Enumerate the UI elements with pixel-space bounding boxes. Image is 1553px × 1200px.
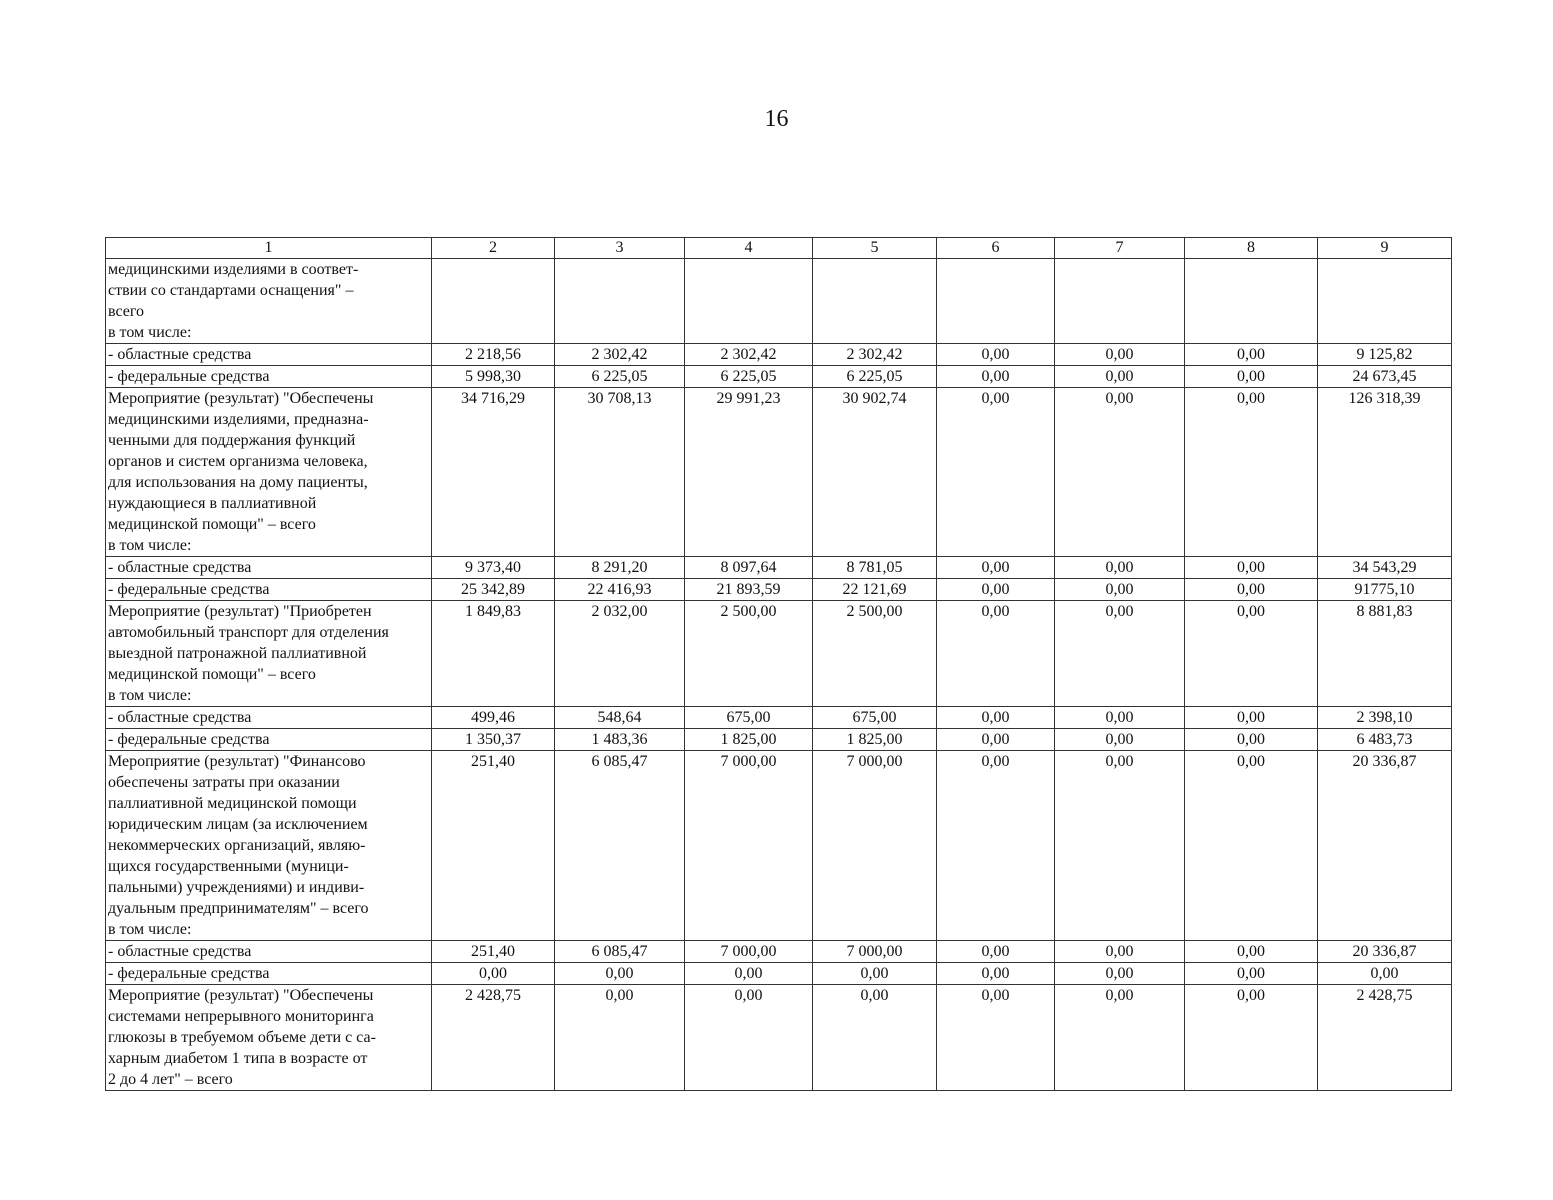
column-header-9: 9 xyxy=(1318,238,1452,259)
value-cell-col-5: 8 781,05 xyxy=(813,557,937,579)
row-label-line: - областные средства xyxy=(108,346,252,363)
value-cell-col-7: 0,00 xyxy=(1055,601,1185,707)
row-label xyxy=(106,985,432,1091)
value-cell-col-6: 0,00 xyxy=(937,963,1055,985)
value-cell-col-8: 0,00 xyxy=(1185,366,1318,388)
table-row xyxy=(106,751,1452,941)
row-label-line: медицинскими изделиями, предназна- xyxy=(108,411,369,428)
value-cell-col-3: 1 483,36 xyxy=(555,729,685,751)
value-cell-col-6: 0,00 xyxy=(937,985,1055,1091)
value-cell-col-8: 0,00 xyxy=(1185,963,1318,985)
value-cell-col-9: 91775,10 xyxy=(1318,579,1452,601)
value-cell-col-5: 0,00 xyxy=(813,963,937,985)
value-cell-col-2: 34 716,29 xyxy=(432,388,555,557)
value-cell-col-6: 0,00 xyxy=(937,941,1055,963)
value-cell-col-2: 1 350,37 xyxy=(432,729,555,751)
row-label-line: в том числе: xyxy=(108,921,192,938)
value-cell-col-6: 0,00 xyxy=(937,557,1055,579)
value-cell-col-6: 0,00 xyxy=(937,601,1055,707)
value-cell-col-6: 0,00 xyxy=(937,729,1055,751)
value-cell-col-7: 0,00 xyxy=(1055,707,1185,729)
row-label xyxy=(106,707,432,729)
value-cell-col-2: 499,46 xyxy=(432,707,555,729)
row-label-line: глюкозы в требуемом объеме дети с са- xyxy=(108,1029,376,1046)
value-cell-col-2: 1 849,83 xyxy=(432,601,555,707)
value-cell-col-7: 0,00 xyxy=(1055,941,1185,963)
row-label-line: медицинскими изделиями в соответ- xyxy=(108,261,359,278)
column-header-6: 6 xyxy=(937,238,1055,259)
table-row xyxy=(106,601,1452,707)
value-cell-col-9: 0,00 xyxy=(1318,963,1452,985)
value-cell-col-4: 0,00 xyxy=(685,985,813,1091)
value-cell-col-3: 8 291,20 xyxy=(555,557,685,579)
value-cell-col-8: 0,00 xyxy=(1185,729,1318,751)
row-label-line: пальными) учреждениями) и индиви- xyxy=(108,879,365,896)
value-cell-col-3: 30 708,13 xyxy=(555,388,685,557)
page-number: 16 xyxy=(764,106,789,132)
value-cell-col-4: 2 302,42 xyxy=(685,344,813,366)
row-label xyxy=(106,601,432,707)
value-cell-col-2: 2 428,75 xyxy=(432,985,555,1091)
value-cell-col-9: 2 428,75 xyxy=(1318,985,1452,1091)
row-label-line: выездной патронажной паллиативной xyxy=(108,645,367,662)
row-label-line: Мероприятие (результат) "Финансово xyxy=(108,753,366,770)
value-cell-col-4: 29 991,23 xyxy=(685,388,813,557)
value-cell-col-2: 251,40 xyxy=(432,751,555,941)
table-row xyxy=(106,941,1452,963)
value-cell-col-6: 0,00 xyxy=(937,366,1055,388)
value-cell-col-7: 0,00 xyxy=(1055,729,1185,751)
value-cell-col-5: 7 000,00 xyxy=(813,941,937,963)
value-cell-col-4: 8 097,64 xyxy=(685,557,813,579)
row-label-line: ствии со стандартами оснащения" – xyxy=(108,282,354,299)
value-cell-col-8: 0,00 xyxy=(1185,601,1318,707)
value-cell-col-6: 0,00 xyxy=(937,579,1055,601)
value-cell-col-7: 0,00 xyxy=(1055,579,1185,601)
column-header-1: 1 xyxy=(106,238,432,259)
value-cell-col-3: 2 302,42 xyxy=(555,344,685,366)
row-label-line: Мероприятие (результат) "Обеспечены xyxy=(108,987,374,1004)
row-label-line: - федеральные средства xyxy=(108,731,270,748)
value-cell-col-4: 7 000,00 xyxy=(685,751,813,941)
value-cell-col-6: 0,00 xyxy=(937,751,1055,941)
row-label-line: - федеральные средства xyxy=(108,581,270,598)
value-cell-col-4: 0,00 xyxy=(685,963,813,985)
row-label-line: некоммерческих организаций, являю- xyxy=(108,837,366,854)
value-cell-col-8: 0,00 xyxy=(1185,557,1318,579)
value-cell-col-3: 22 416,93 xyxy=(555,579,685,601)
budget-table xyxy=(105,237,1452,1091)
row-label-line: медицинской помощи" – всего xyxy=(108,666,316,683)
value-cell-col-9 xyxy=(1318,259,1452,344)
value-cell-col-2 xyxy=(432,259,555,344)
table-row xyxy=(106,388,1452,557)
table-row xyxy=(106,579,1452,601)
row-label-line: харным диабетом 1 типа в возрасте от xyxy=(108,1050,368,1067)
row-label-line: в том числе: xyxy=(108,537,192,554)
column-header-5: 5 xyxy=(813,238,937,259)
row-label xyxy=(106,579,432,601)
row-label-line: медицинской помощи" – всего xyxy=(108,516,316,533)
value-cell-col-8: 0,00 xyxy=(1185,985,1318,1091)
row-label-line: системами непрерывного мониторинга xyxy=(108,1008,374,1025)
row-label-line: органов и систем организма человека, xyxy=(108,453,368,470)
value-cell-col-3: 6 085,47 xyxy=(555,751,685,941)
row-label-line: щихся государственными (муници- xyxy=(108,858,349,875)
row-label xyxy=(106,344,432,366)
row-label xyxy=(106,388,432,557)
value-cell-col-3: 0,00 xyxy=(555,963,685,985)
value-cell-col-5: 2 302,42 xyxy=(813,344,937,366)
value-cell-col-6 xyxy=(937,259,1055,344)
row-label-line: всего xyxy=(108,303,145,320)
value-cell-col-7: 0,00 xyxy=(1055,751,1185,941)
value-cell-col-3: 6 225,05 xyxy=(555,366,685,388)
value-cell-col-5: 1 825,00 xyxy=(813,729,937,751)
value-cell-col-5: 0,00 xyxy=(813,985,937,1091)
value-cell-col-3: 2 032,00 xyxy=(555,601,685,707)
value-cell-col-9: 126 318,39 xyxy=(1318,388,1452,557)
row-label-line: паллиативной медицинской помощи xyxy=(108,795,357,812)
table-row xyxy=(106,557,1452,579)
value-cell-col-2: 0,00 xyxy=(432,963,555,985)
row-label-line: - областные средства xyxy=(108,559,252,576)
value-cell-col-7: 0,00 xyxy=(1055,985,1185,1091)
value-cell-col-7: 0,00 xyxy=(1055,344,1185,366)
value-cell-col-3 xyxy=(555,259,685,344)
value-cell-col-5: 6 225,05 xyxy=(813,366,937,388)
value-cell-col-2: 9 373,40 xyxy=(432,557,555,579)
column-header-3: 3 xyxy=(555,238,685,259)
row-label xyxy=(106,941,432,963)
row-label xyxy=(106,751,432,941)
value-cell-col-9: 24 673,45 xyxy=(1318,366,1452,388)
row-label-line: - федеральные средства xyxy=(108,965,270,982)
value-cell-col-8 xyxy=(1185,259,1318,344)
value-cell-col-4: 2 500,00 xyxy=(685,601,813,707)
value-cell-col-9: 34 543,29 xyxy=(1318,557,1452,579)
value-cell-col-2: 251,40 xyxy=(432,941,555,963)
value-cell-col-5: 30 902,74 xyxy=(813,388,937,557)
row-label-line: ченными для поддержания функций xyxy=(108,432,356,449)
row-label xyxy=(106,366,432,388)
table-row xyxy=(106,985,1452,1091)
value-cell-col-5: 2 500,00 xyxy=(813,601,937,707)
table-row xyxy=(106,366,1452,388)
row-label-line: - федеральные средства xyxy=(108,368,270,385)
table-row xyxy=(106,707,1452,729)
value-cell-col-4: 675,00 xyxy=(685,707,813,729)
value-cell-col-9: 2 398,10 xyxy=(1318,707,1452,729)
row-label xyxy=(106,259,432,344)
value-cell-col-7: 0,00 xyxy=(1055,366,1185,388)
table-row xyxy=(106,729,1452,751)
table-header-row xyxy=(106,238,1452,259)
value-cell-col-8: 0,00 xyxy=(1185,344,1318,366)
row-label-line: обеспечены затраты при оказании xyxy=(108,774,340,791)
value-cell-col-5: 7 000,00 xyxy=(813,751,937,941)
row-label-line: Мероприятие (результат) "Приобретен xyxy=(108,603,372,620)
column-header-8: 8 xyxy=(1185,238,1318,259)
value-cell-col-8: 0,00 xyxy=(1185,941,1318,963)
value-cell-col-5 xyxy=(813,259,937,344)
value-cell-col-2: 25 342,89 xyxy=(432,579,555,601)
value-cell-col-9: 20 336,87 xyxy=(1318,751,1452,941)
row-label-line: в том числе: xyxy=(108,324,192,341)
table-row xyxy=(106,259,1452,344)
value-cell-col-7: 0,00 xyxy=(1055,963,1185,985)
value-cell-col-4: 7 000,00 xyxy=(685,941,813,963)
value-cell-col-9: 9 125,82 xyxy=(1318,344,1452,366)
row-label-line: для использования на дому пациенты, xyxy=(108,474,368,491)
value-cell-col-4 xyxy=(685,259,813,344)
row-label xyxy=(106,729,432,751)
value-cell-col-9: 8 881,83 xyxy=(1318,601,1452,707)
value-cell-col-8: 0,00 xyxy=(1185,751,1318,941)
value-cell-col-2: 2 218,56 xyxy=(432,344,555,366)
value-cell-col-4: 1 825,00 xyxy=(685,729,813,751)
row-label-line: юридическим лицам (за исключением xyxy=(108,816,368,833)
value-cell-col-7 xyxy=(1055,259,1185,344)
value-cell-col-2: 5 998,30 xyxy=(432,366,555,388)
row-label xyxy=(106,557,432,579)
value-cell-col-3: 6 085,47 xyxy=(555,941,685,963)
column-header-4: 4 xyxy=(685,238,813,259)
table-row xyxy=(106,963,1452,985)
table-row xyxy=(106,344,1452,366)
value-cell-col-4: 6 225,05 xyxy=(685,366,813,388)
value-cell-col-9: 6 483,73 xyxy=(1318,729,1452,751)
value-cell-col-8: 0,00 xyxy=(1185,579,1318,601)
row-label-line: в том числе: xyxy=(108,687,192,704)
column-header-7: 7 xyxy=(1055,238,1185,259)
value-cell-col-7: 0,00 xyxy=(1055,557,1185,579)
value-cell-col-7: 0,00 xyxy=(1055,388,1185,557)
value-cell-col-3: 0,00 xyxy=(555,985,685,1091)
value-cell-col-6: 0,00 xyxy=(937,388,1055,557)
value-cell-col-6: 0,00 xyxy=(937,707,1055,729)
row-label-line: - областные средства xyxy=(108,709,252,726)
value-cell-col-9: 20 336,87 xyxy=(1318,941,1452,963)
value-cell-col-5: 22 121,69 xyxy=(813,579,937,601)
row-label-line: Мероприятие (результат) "Обеспечены xyxy=(108,390,374,407)
value-cell-col-8: 0,00 xyxy=(1185,388,1318,557)
value-cell-col-5: 675,00 xyxy=(813,707,937,729)
value-cell-col-4: 21 893,59 xyxy=(685,579,813,601)
row-label xyxy=(106,963,432,985)
row-label-line: 2 до 4 лет" – всего xyxy=(108,1071,233,1088)
row-label-line: нуждающиеся в паллиативной xyxy=(108,495,317,512)
row-label-line: дуальным предпринимателям" – всего xyxy=(108,900,369,917)
row-label-line: автомобильный транспорт для отделения xyxy=(108,624,389,641)
row-label-line: - областные средства xyxy=(108,943,252,960)
value-cell-col-8: 0,00 xyxy=(1185,707,1318,729)
value-cell-col-3: 548,64 xyxy=(555,707,685,729)
value-cell-col-6: 0,00 xyxy=(937,344,1055,366)
column-header-2: 2 xyxy=(432,238,555,259)
